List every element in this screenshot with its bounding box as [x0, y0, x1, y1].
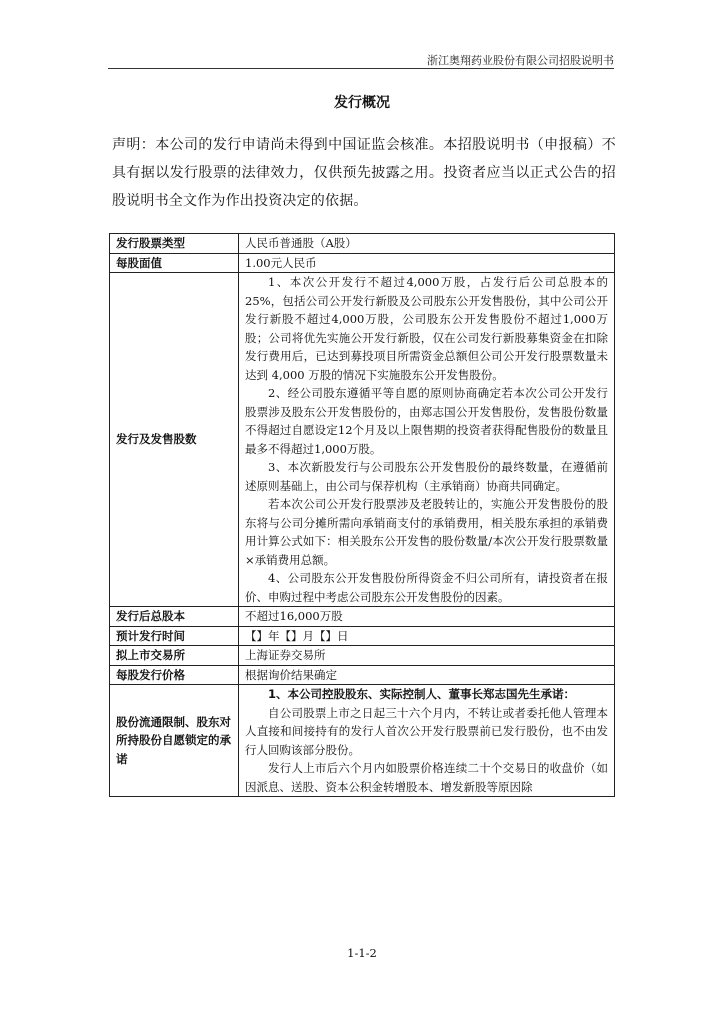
row-value-issue-time: 【】年【】月【】日 [239, 626, 615, 646]
row-label-lockup: 股份流通限制、股东对所持股份自愿锁定的承诺 [110, 685, 239, 797]
offering-summary-table [109, 233, 615, 797]
lockup-paragraph-2: 发行人上市后六个月内如股票价格连续二十个交易日的收盘价（如因派息、送股、资本公积金转增股本、增发新股等原因除 [245, 761, 608, 794]
page-number: 1-1-2 [347, 946, 377, 960]
row-value-total-shares: 不超过16,000万股 [239, 607, 615, 627]
table-row [110, 253, 615, 273]
table-row [110, 646, 615, 666]
lockup-heading: 1、本公司控股股东、实际控制人、董事长郑志国先生承诺： [268, 687, 575, 701]
table-row [110, 234, 615, 254]
table-row [110, 665, 615, 685]
issue-shares-paragraph-3: 3、本次新股发行与公司股东公开发售股份的最终数量，在遵循前述原则基础上，由公司与保荐机构（主承销商）协商共同确定。 [245, 460, 608, 493]
header-divider [108, 68, 614, 69]
running-header: 浙江奥翔药业股份有限公司招股说明书 [427, 54, 614, 67]
row-label-par-value: 每股面值 [110, 253, 239, 273]
row-value-issue-price: 根据询价结果确定 [239, 665, 615, 685]
row-value-exchange: 上海证券交易所 [239, 646, 615, 666]
table-row [110, 626, 615, 646]
table-row [110, 273, 615, 607]
row-label-exchange: 拟上市交易所 [110, 646, 239, 666]
row-label-stock-type: 发行股票类型 [110, 234, 239, 254]
disclaimer-statement: 声明：本公司的发行申请尚未得到中国证监会核准。本招股说明书（申报稿）不具有据以发行股票的法律效力，仅供预先披露之用。投资者应当以正式公告的招股说明书全文作为作出投资决定的依据。 [112, 137, 616, 209]
row-label-issue-price: 每股发行价格 [110, 665, 239, 685]
row-value-issue-shares [239, 273, 615, 607]
row-label-total-shares: 发行后总股本 [110, 607, 239, 627]
row-label-issue-time: 预计发行时间 [110, 626, 239, 646]
page-title: 发行概况 [334, 95, 390, 111]
row-label-issue-shares: 发行及发售股数 [110, 273, 239, 607]
row-value-lockup [239, 685, 615, 797]
issue-shares-paragraph-1: 1、本次公开发行不超过4,000万股，占发行后公司总股本的25%，包括公司公开发行新股及公司股东公开发售股份，其中公司公开发行新股不超过4,000万股，公司股东公开发售股份不超过1,000万股；公司将优先实施公开发行新股，仅在公司发行新股募集资金在扣除发行费用后，已达到募投项目所需资金总额但公司公开发行股票数量未达到 4,000 万股的情况下实施股东公开发售股份。 [245, 275, 608, 382]
issue-shares-paragraph-5: 4、公司股东公开发售股份所得资金不归公司所有，请投资者在报价、申购过程中考虑公司股东公开发售股份的因素。 [245, 571, 608, 604]
issue-shares-paragraph-2: 2、经公司股东遵循平等自愿的原则协商确定若本次公司公开发行股票涉及股东公开发售股份的，由郑志国公开发售股份，发售股份数量不得超过自愿设定12个月及以上限售期的投资者获得配售股份的数量且最多不得超过1,000万股。 [245, 386, 608, 456]
issue-shares-paragraph-4: 若本次公司公开发行股票涉及老股转让的，实施公开发售股份的股东将与公司分摊所需向承销商支付的承销费用，相关股东承担的承销费用计算公式如下：相关股东公开发售的股份数量/本次公开发行股票数量×承销费用总额。 [245, 497, 608, 567]
row-value-stock-type: 人民币普通股（A股） [239, 234, 615, 254]
row-value-par-value: 1.00元人民币 [239, 253, 615, 273]
table-row [110, 685, 615, 797]
lockup-paragraph-1: 自公司股票上市之日起三十六个月内，不转让或者委托他人管理本人直接和间接持有的发行人首次公开发行股票前已发行股份，也不由发行人回购该部分股份。 [245, 705, 608, 757]
table-row [110, 607, 615, 627]
